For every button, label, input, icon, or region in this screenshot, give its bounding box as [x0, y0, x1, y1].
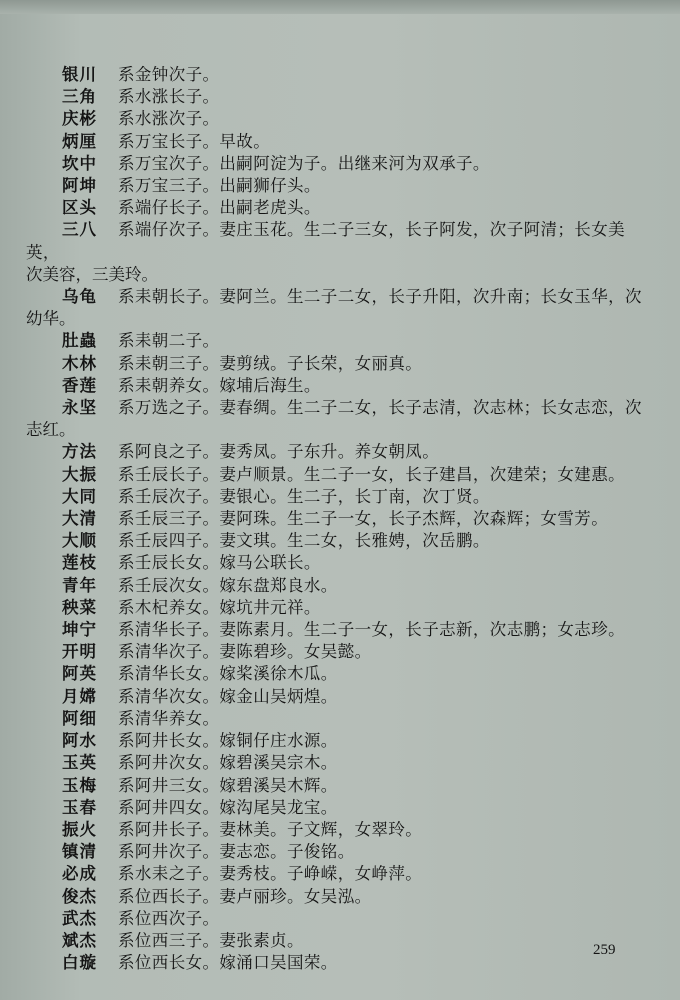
genealogy-entry [26, 641, 654, 663]
genealogy-entry [26, 908, 654, 930]
entry-text: 系水涨次子。 [118, 109, 220, 129]
entry-text: 系阿井次子。妻志恋。子俊铭。 [118, 842, 355, 862]
entry-name: 白璇 [62, 953, 97, 973]
genealogy-entry [26, 441, 654, 463]
entry-text: 系壬辰三子。妻阿珠。生二子一女，长子杰辉，次森辉；女雪芳。 [118, 509, 609, 529]
entry-name: 大清 [62, 509, 97, 529]
entry-text: 系阿井长女。嫁铜仔庄水源。 [118, 731, 338, 751]
entry-text: 系耒朝养女。嫁埔后海生。 [118, 375, 321, 395]
genealogy-entry [26, 153, 654, 175]
entry-text: 系万宝三子。出嗣狮仔头。 [118, 176, 321, 196]
genealogy-entry [26, 708, 654, 730]
entry-text: 系水涨长子。 [118, 87, 220, 107]
entry-text: 系万宝长子。早故。 [118, 131, 271, 151]
entry-name: 秧菜 [62, 597, 97, 617]
entry-text: 系万选之子。妻春绸。生二子二女，长子志清，次志林；长女志恋，次 [118, 398, 642, 418]
genealogy-entry [26, 930, 654, 952]
entry-text: 系阿良之子。妻秀凤。子东升。养女朝凤。 [118, 442, 440, 462]
entry-name: 莲枝 [62, 553, 97, 573]
entry-text: 系壬辰长子。妻卢顺景。生二子一女，长子建昌，次建荣；女建惠。 [118, 464, 625, 484]
genealogy-entry [26, 619, 654, 641]
entry-name: 镇清 [62, 842, 97, 862]
entry-text: 系位西三子。妻张素贞。 [118, 930, 304, 950]
entry-name: 玉英 [62, 753, 97, 773]
genealogy-entry [26, 86, 654, 108]
genealogy-entry [26, 175, 654, 197]
entry-text: 系位西长子。妻卢丽珍。女吴泓。 [118, 886, 372, 906]
genealogy-entry [26, 197, 654, 219]
entry-name: 青年 [62, 575, 97, 595]
entry-continuation: 志红。 [26, 420, 76, 440]
genealogy-entry [26, 131, 654, 153]
genealogy-entry [26, 597, 654, 619]
genealogy-entry [26, 508, 654, 530]
entry-name: 必成 [62, 864, 97, 884]
entry-text: 系位西长女。嫁涌口吴国荣。 [118, 953, 338, 973]
entry-name: 玉梅 [62, 775, 97, 795]
genealogy-entry [26, 486, 654, 508]
entry-name: 肚蟲 [62, 331, 97, 351]
genealogy-entry [26, 530, 654, 552]
genealogy-entry [26, 819, 654, 841]
entry-name: 炳厘 [62, 131, 97, 151]
genealogy-entry [26, 730, 654, 752]
entry-name: 阿水 [62, 731, 97, 751]
entry-name: 俊杰 [62, 886, 97, 906]
genealogy-entry [26, 552, 654, 574]
entry-name: 方法 [62, 442, 97, 462]
entry-name: 木林 [62, 353, 97, 373]
entry-name: 大振 [62, 464, 97, 484]
genealogy-entry [26, 464, 654, 486]
entry-text: 系壬辰次子。妻银心。生二子，长丁南，次丁贤。 [118, 486, 490, 506]
entry-name: 区头 [62, 198, 97, 218]
genealogy-entry [26, 64, 654, 86]
entry-text: 系清华次女。嫁金山吴炳煌。 [118, 686, 338, 706]
genealogy-entry [26, 108, 654, 130]
entry-name: 庆彬 [62, 109, 97, 129]
entry-text: 系阿井次女。嫁碧溪吴宗木。 [118, 753, 338, 773]
genealogy-entry [26, 353, 654, 375]
entry-text: 系木杞养女。嫁坑井元祥。 [118, 597, 321, 617]
entry-text: 系清华长子。妻陈素月。生二子一女，长子志新，次志鹏；女志珍。 [118, 620, 625, 640]
genealogy-entry [26, 375, 654, 397]
entry-text: 系耒朝二子。 [118, 331, 220, 351]
entry-text: 系耒朝三子。妻剪绒。子长荣，女丽真。 [118, 353, 423, 373]
entry-name: 三角 [62, 87, 97, 107]
entry-text: 系金钟次子。 [118, 65, 220, 84]
genealogy-entry [26, 797, 654, 819]
entry-text: 系水耒之子。妻秀枝。子峥嵘，女峥萍。 [118, 864, 423, 884]
entry-continuation: 幼华。 [26, 309, 76, 329]
entry-name: 坎中 [62, 153, 97, 173]
genealogy-entry [26, 841, 654, 863]
genealogy-entry [26, 775, 654, 797]
genealogy-entry [26, 686, 654, 708]
entry-text: 系壬辰次女。嫁东盘郑良水。 [118, 575, 338, 595]
entry-continuation: 次美容，三美玲。 [26, 264, 158, 284]
page-top-edge [0, 0, 680, 14]
entry-name: 银川 [62, 65, 97, 84]
genealogy-entry [26, 330, 654, 352]
genealogy-entry [26, 863, 654, 885]
genealogy-entry [26, 663, 654, 685]
entry-name: 大同 [62, 486, 97, 506]
entry-name: 三八 [62, 220, 97, 240]
page-number: 259 [593, 942, 616, 958]
entry-name: 玉春 [62, 797, 97, 817]
genealogy-entry [26, 886, 654, 908]
entry-text: 系壬辰四子。妻文琪。生二女，长雅娉，次岳鹏。 [118, 531, 490, 551]
genealogy-entry [26, 575, 654, 597]
entry-text: 系端仔次子。妻庄玉花。生二子三女，长子阿发，次子阿清；长女美英， [26, 220, 625, 262]
entry-name: 阿细 [62, 708, 97, 728]
entry-name: 振火 [62, 819, 97, 839]
entry-name: 大顺 [62, 531, 97, 551]
entry-text: 系万宝次子。出嗣阿淀为子。出继来河为双承子。 [118, 153, 490, 173]
entry-name: 乌龟 [62, 287, 97, 307]
entry-text: 系端仔长子。出嗣老虎头。 [118, 198, 321, 218]
entry-text: 系耒朝长子。妻阿兰。生二子二女，长子升阳，次升南；长女玉华，次 [118, 287, 642, 307]
entry-name: 阿坤 [62, 176, 97, 196]
entry-text: 系清华长女。嫁桨溪徐木瓜。 [118, 664, 338, 684]
entry-text: 系阿井长子。妻林美。子文辉，女翠玲。 [118, 819, 423, 839]
entry-name: 阿英 [62, 664, 97, 684]
entry-text: 系清华养女。 [118, 708, 220, 728]
entry-name: 斌杰 [62, 930, 97, 950]
entry-text: 系壬辰长女。嫁马公联长。 [118, 553, 321, 573]
entry-name: 香莲 [62, 375, 97, 395]
entry-text: 系清华次子。妻陈碧珍。女吴懿。 [118, 642, 372, 662]
entry-name: 坤宁 [62, 620, 97, 640]
genealogy-entry [26, 286, 654, 330]
entry-name: 武杰 [62, 908, 97, 928]
genealogy-entry [26, 397, 654, 441]
entry-name: 月嫦 [62, 686, 97, 706]
entry-name: 开明 [62, 642, 97, 662]
genealogy-entry [26, 952, 654, 974]
entry-text: 系阿井四女。嫁沟尾吴龙宝。 [118, 797, 338, 817]
entry-name: 永坚 [62, 398, 97, 418]
genealogy-entry [26, 219, 654, 286]
entry-text: 系阿井三女。嫁碧溪吴木辉。 [118, 775, 338, 795]
genealogy-entries [26, 64, 654, 974]
entry-text: 系位西次子。 [118, 908, 220, 928]
genealogy-entry [26, 752, 654, 774]
